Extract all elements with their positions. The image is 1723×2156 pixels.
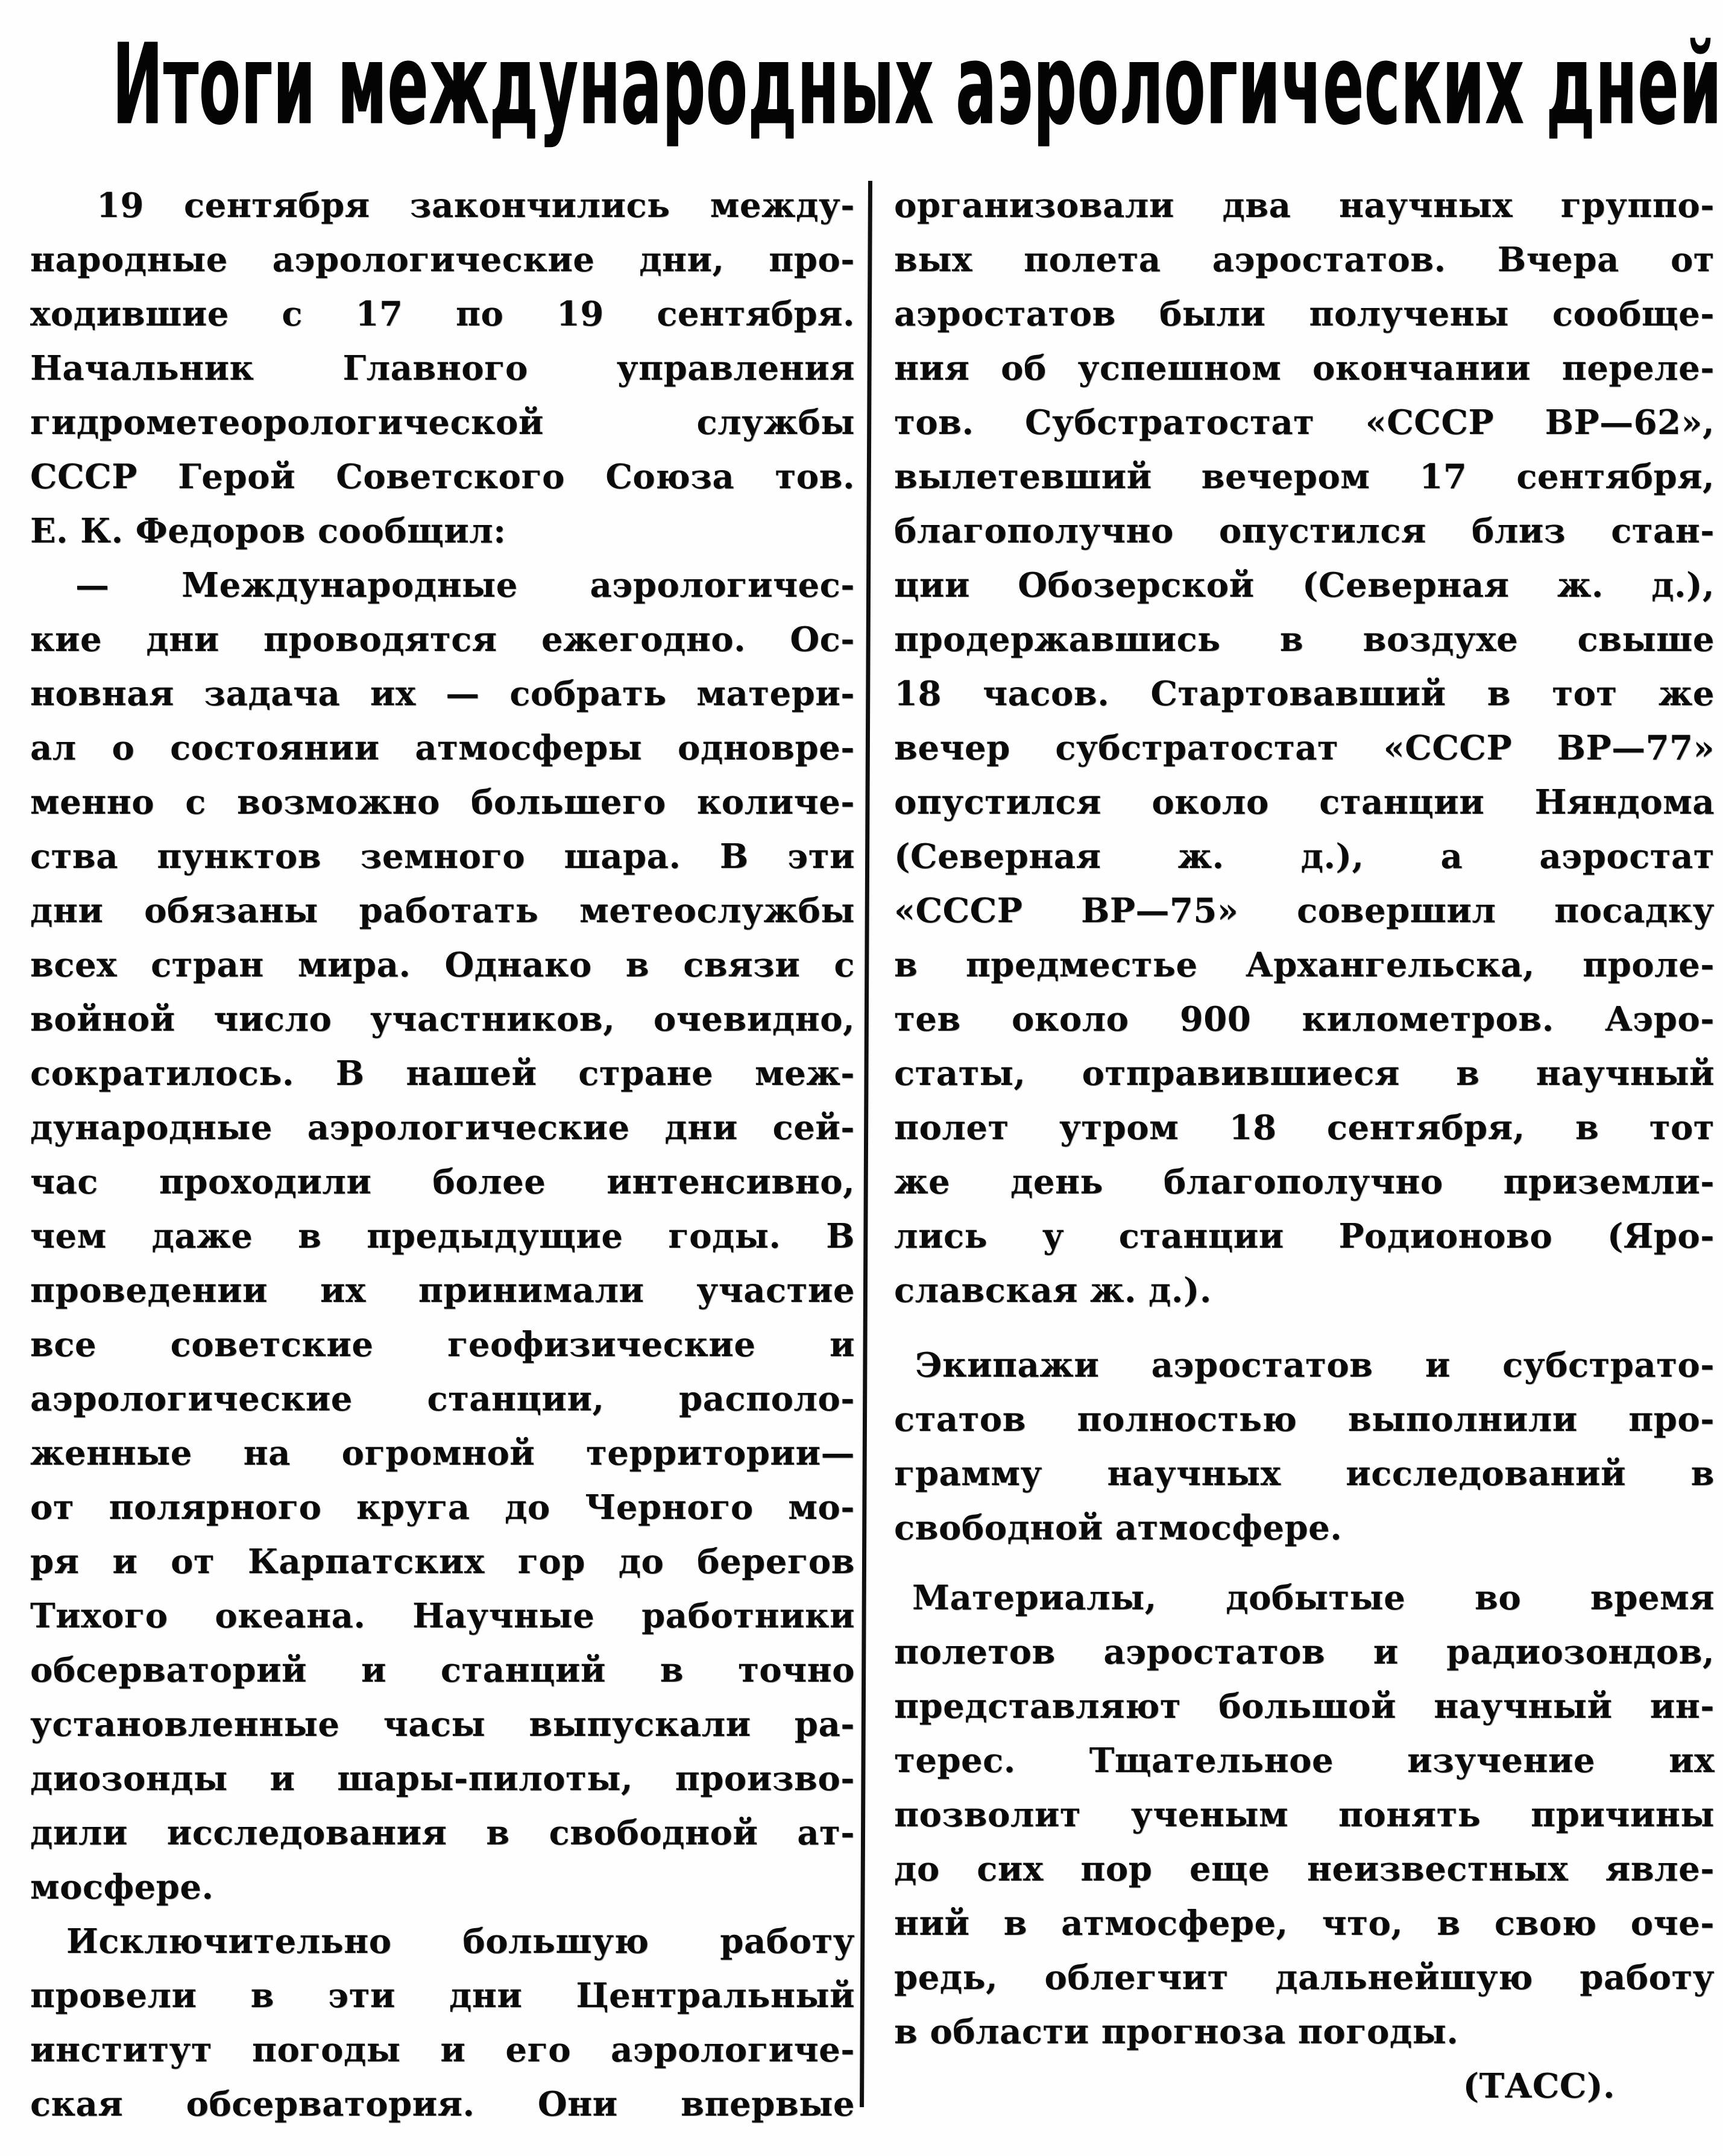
text-line: в предместье Архангельска, проле- bbox=[894, 945, 1715, 985]
text-line: от полярного круга до Черного мо- bbox=[30, 1488, 855, 1527]
text-line: ния об успешном окончании переле- bbox=[894, 348, 1715, 388]
text-line: установленные часы выпускали ра- bbox=[30, 1705, 855, 1744]
text-line: Начальник Главного управления bbox=[30, 348, 855, 388]
text-line: дународные аэрологические дни сей- bbox=[30, 1108, 855, 1148]
text-line: Е. К. Федоров сообщил: bbox=[30, 511, 506, 551]
text-line: позволит ученым понять причины bbox=[894, 1795, 1715, 1835]
text-line: статы, отправившиеся в научный bbox=[894, 1054, 1715, 1093]
text-line: ская обсерватория. Они впервые bbox=[30, 2084, 855, 2124]
text-line: вечер субстратостат «СССР ВР—77» bbox=[894, 728, 1715, 768]
text-line: народные аэрологические дни, про- bbox=[30, 240, 855, 280]
text-line: час проходили более интенсивно, bbox=[30, 1162, 855, 1202]
text-line: новная задача их — собрать матери- bbox=[30, 674, 855, 714]
text-line: представляют большой научный ин- bbox=[894, 1686, 1715, 1726]
text-line: чем даже в предыдущие годы. В bbox=[30, 1216, 855, 1256]
text-line: проведении их принимали участие bbox=[30, 1271, 855, 1310]
text-line: же день благополучно приземли- bbox=[894, 1162, 1715, 1202]
text-line: аэростатов были получены сообще- bbox=[894, 294, 1715, 334]
text-line: всех стран мира. Однако в связи с bbox=[30, 945, 855, 985]
text-line: все советские геофизические и bbox=[30, 1325, 855, 1365]
text-line: мосфере. bbox=[30, 1867, 214, 1907]
text-line: полет утром 18 сентября, в тот bbox=[894, 1108, 1715, 1148]
text-line: 18 часов. Стартовавший в тот же bbox=[894, 674, 1715, 714]
text-line: Тихого океана. Научные работники bbox=[30, 1596, 855, 1636]
column-rule-divider bbox=[860, 181, 872, 2107]
text-line: — Международные аэрологичес- bbox=[75, 565, 855, 605]
text-line: лись у станции Родионово (Яро- bbox=[894, 1216, 1715, 1256]
text-line: продержавшись в воздухе свыше bbox=[894, 620, 1715, 659]
text-line: аэрологические станции, располо- bbox=[30, 1379, 855, 1419]
text-line: сократилось. В нашей стране меж- bbox=[30, 1054, 855, 1093]
text-line: Исключительно большую работу bbox=[66, 1922, 855, 1961]
text-line: Материалы, добытые во время bbox=[912, 1578, 1715, 1618]
text-line: СССР Герой Советского Союза тов. bbox=[30, 457, 855, 497]
text-line: Экипажи аэростатов и субстрато- bbox=[915, 1345, 1715, 1385]
text-line: вых полета аэростатов. Вчера от bbox=[894, 240, 1715, 280]
text-line: редь, облегчит дальнейшую работу bbox=[894, 1958, 1715, 1997]
text-line: менно с возможно большего количе- bbox=[30, 782, 855, 822]
text-line: благополучно опустился близ стан- bbox=[894, 511, 1715, 551]
text-line: «СССР ВР—75» совершил посадку bbox=[894, 891, 1715, 931]
text-line: (Северная ж. д.), а аэростат bbox=[894, 837, 1715, 876]
text-line: ний в атмосфере, что, в свою оче- bbox=[894, 1903, 1715, 1943]
text-line: грамму научных исследований в bbox=[894, 1454, 1715, 1494]
text-line: тов. Субстратостат «СССР ВР—62», bbox=[894, 403, 1715, 442]
text-line: терес. Тщательное изучение их bbox=[894, 1741, 1715, 1780]
article-headline: Итоги международных аэрологических дней bbox=[112, 19, 1722, 150]
article-body bbox=[0, 178, 1723, 2131]
text-line: диозонды и шары-пилоты, произво- bbox=[30, 1759, 855, 1799]
text-line: ства пунктов земного шара. В эти bbox=[30, 837, 855, 876]
text-line: дни обязаны работать метеослужбы bbox=[30, 891, 855, 931]
text-line: ря и от Карпатских гор до берегов bbox=[30, 1542, 855, 1582]
text-line: опустился около станции Няндома bbox=[894, 782, 1715, 822]
text-line: вылетевший вечером 17 сентября, bbox=[894, 457, 1715, 497]
text-line: женные на огромной территории— bbox=[30, 1433, 855, 1473]
text-line: ции Обозерской (Северная ж. д.), bbox=[894, 565, 1715, 605]
text-line: войной число участников, очевидно, bbox=[30, 999, 855, 1039]
text-line: в области прогноза погоды. bbox=[894, 2012, 1459, 2052]
text-line: до сих пор еще неизвестных явле- bbox=[894, 1849, 1715, 1889]
text-line: гидрометеорологической службы bbox=[30, 403, 855, 442]
text-line: ал о состоянии атмосферы одновре- bbox=[30, 728, 855, 768]
text-line: полетов аэростатов и радиозондов, bbox=[894, 1632, 1715, 1672]
text-line: институт погоды и его аэрологиче- bbox=[30, 2030, 855, 2070]
text-line: ходившие с 17 по 19 сентября. bbox=[30, 294, 855, 334]
headline-block bbox=[0, 0, 1723, 178]
text-line: свободной атмосфере. bbox=[894, 1508, 1343, 1548]
text-line: дили исследования в свободной ат- bbox=[30, 1813, 855, 1853]
article-column-right bbox=[894, 178, 1717, 2131]
article-column-left bbox=[30, 178, 855, 2131]
text-line: кие дни проводятся ежегодно. Ос- bbox=[30, 620, 855, 659]
text-line: 19 сентября закончились между- bbox=[96, 186, 855, 225]
tass-credit: (ТАСС). bbox=[1463, 2066, 1615, 2106]
text-line: организовали два научных группо- bbox=[894, 186, 1715, 225]
text-line: статов полностью выполнили про- bbox=[894, 1400, 1715, 1439]
text-line: обсерваторий и станций в точно bbox=[30, 1650, 855, 1690]
text-line: провели в эти дни Центральный bbox=[30, 1976, 855, 2016]
text-line: тев около 900 километров. Аэро- bbox=[894, 999, 1715, 1039]
text-line: славская ж. д.). bbox=[894, 1271, 1212, 1310]
